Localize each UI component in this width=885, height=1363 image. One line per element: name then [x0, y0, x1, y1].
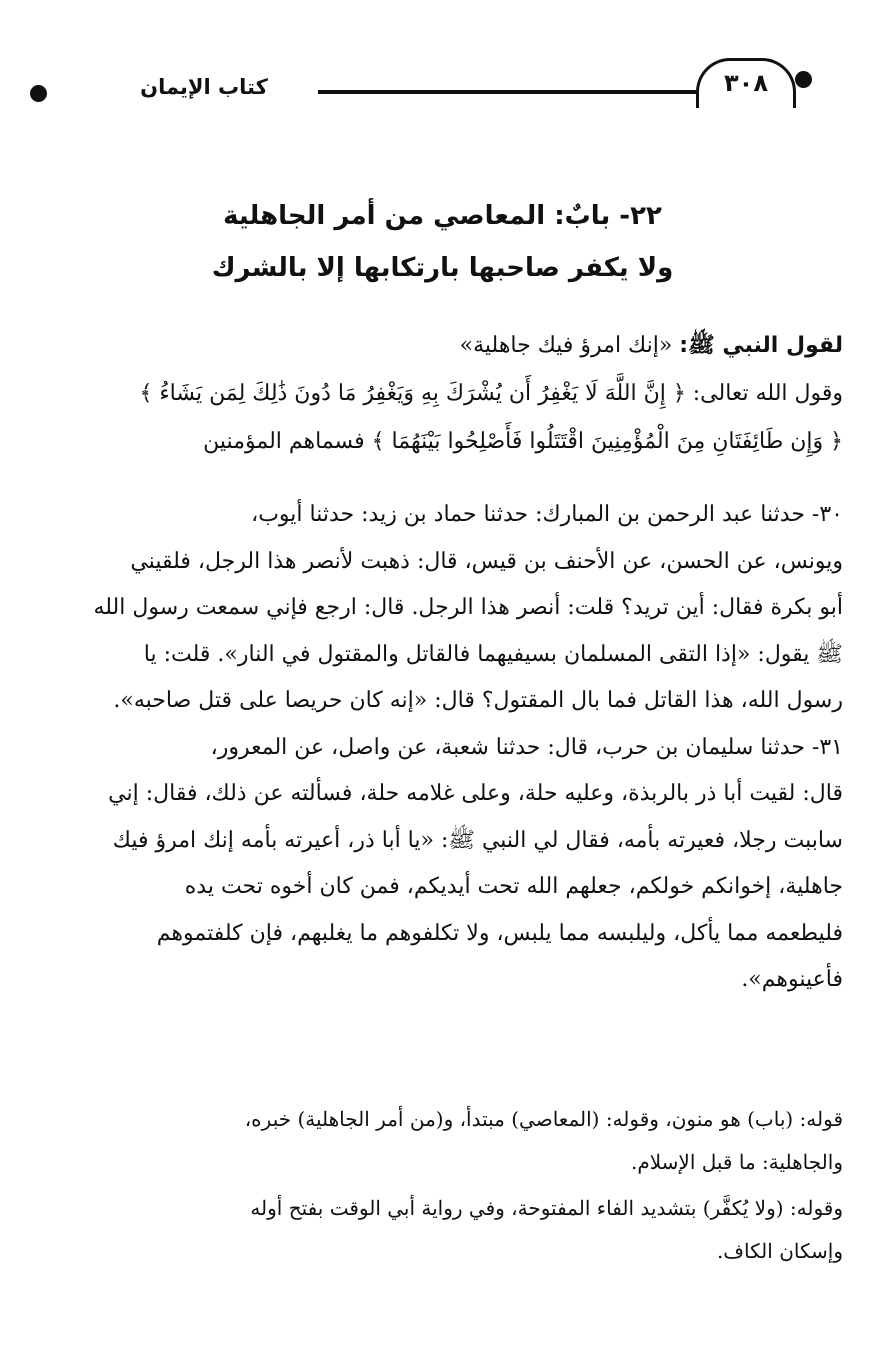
hadith-31-line: فأعينوهم».	[741, 967, 843, 992]
intro-line-1	[43, 322, 843, 370]
header-dot-right	[795, 71, 812, 88]
commentary-paragraph-2	[43, 1187, 843, 1273]
hadith-31-line: ٣١- حدثنا سليمان بن حرب، قال: حدثنا شعبة، عن واصل، عن المعرور،	[210, 734, 843, 760]
hadith-30-line: أبو بكرة فقال: أين تريد؟ قلت: أنصر هذا الرجل. قال: ارجع فإني سمعت رسول الله	[93, 595, 843, 620]
hadith-31-line: جاهلية، إخوانكم خولكم، جعلهم الله تحت أيديكم، فمن كان أخوه تحت يده	[184, 874, 843, 899]
header-rule	[318, 90, 696, 94]
intro-verse-line-1: وقول الله تعالى: ﴿ إِنَّ اللَّهَ لَا يَغْفِرُ أَن يُشْرَكَ بِهِ وَيَغْفِرُ مَا دُونَ ذَٰلِكَ لِمَن يَشَاءُ ﴾	[139, 381, 843, 406]
commentary-line: وقوله: (ولا يُكفَّر) بتشديد الفاء المفتوحة، وفي رواية أبي الوقت بفتح أوله	[250, 1196, 843, 1220]
chapter-intro	[43, 322, 843, 466]
hadith-section	[43, 492, 843, 1004]
page-number-tab	[696, 58, 796, 108]
intro-verse-line-2: ﴿ وَإِن طَائِفَتَانِ مِنَ الْمُؤْمِنِينَ اقْتَتَلُوا فَأَصْلِحُوا بَيْنَهُمَا ﴾ فسماهم المؤمنين	[203, 429, 843, 454]
chapter-heading	[80, 190, 805, 294]
hadith-30-line: ٣٠- حدثنا عبد الرحمن بن المبارك: حدثنا حماد بن زيد: حدثنا أيوب،	[251, 502, 843, 527]
intro-lead-quote: «إنك امرؤ فيك جاهلية»	[459, 333, 673, 358]
header-dot-left	[30, 85, 47, 102]
commentary-paragraph-1	[43, 1098, 843, 1184]
hadith-30-line: ويونس، عن الحسن، عن الأحنف بن قيس، قال: ذهبت لأنصر هذا الرجل، فلقيني	[130, 548, 843, 574]
commentary-line: وإسكان الكاف.	[716, 1239, 843, 1263]
running-title: كتاب الإيمان	[140, 75, 268, 99]
chapter-title-line-1: ٢٢- بابٌ: المعاصي من أمر الجاهلية	[223, 201, 662, 231]
commentary-line: قوله: (باب) هو منون، وقوله: (المعاصي) مبتدأ، و(من أمر الجاهلية) خبره،	[244, 1107, 843, 1131]
commentary-line: والجاهلية: ما قبل الإسلام.	[631, 1150, 843, 1174]
commentary-section	[43, 1098, 843, 1276]
chapter-title-line-2: ولا يكفر صاحبها بارتكابها إلا بالشرك	[211, 253, 674, 283]
hadith-30-line: ﷺ يقول: «إذا التقى المسلمان بسيفيهما فالقاتل والمقتول في النار». قلت: يا	[143, 641, 843, 667]
hadith-30-line: رسول الله، هذا القاتل فما بال المقتول؟ قال: «إنه كان حريصا على قتل صاحبه».	[113, 688, 843, 713]
intro-lead: لقول النبي ﷺ:	[679, 333, 843, 358]
hadith-31-line: ساببت رجلا، فعيرته بأمه، فقال لي النبي ﷺ: «يا أبا ذر، أعيرته بأمه إنك امرؤ فيك	[112, 827, 843, 853]
hadith-31-line: قال: لقيت أبا ذر بالربذة، وعليه حلة، وعلى غلامه حلة، فسألته عن ذلك، فقال: إني	[108, 781, 843, 806]
page-number: ٣٠٨	[724, 69, 768, 97]
hadith-31-line: فليطعمه مما يأكل، وليلبسه مما يلبس، ولا تكلفوهم ما يغلبهم، فإن كلفتموهم	[156, 920, 843, 946]
